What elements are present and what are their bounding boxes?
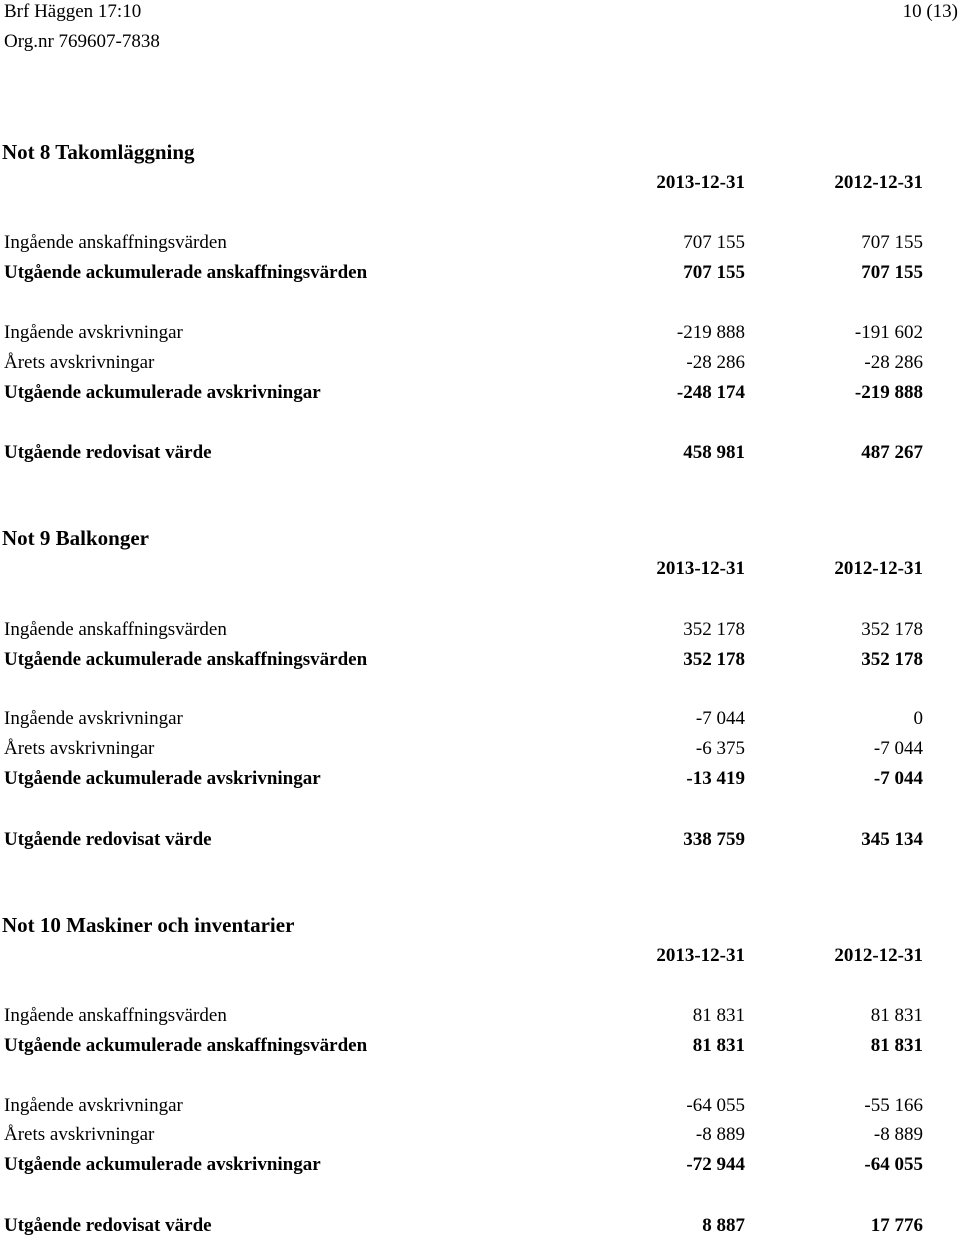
value-2012: -28 286: [864, 352, 923, 373]
row-label: Ingående anskaffningsvärden: [4, 232, 227, 253]
table-row: [0, 766, 960, 792]
value-2013: -7 044: [695, 708, 745, 729]
value-2012: -55 166: [864, 1095, 923, 1116]
column-date-2012: 2012-12-31: [834, 945, 923, 966]
row-label: Utgående ackumulerade anskaffningsvärden: [4, 262, 368, 283]
row-label: Ingående avskrivningar: [4, 1095, 183, 1116]
note-8-title: Not 8 Takomläggning: [2, 140, 195, 164]
note-10-column-header: [0, 943, 960, 969]
value-2013: -64 055: [686, 1095, 745, 1116]
org-name: Brf Häggen 17:10: [4, 1, 142, 22]
value-2013: -8 889: [695, 1124, 745, 1145]
row-label: Årets avskrivningar: [4, 738, 155, 759]
value-2012: -219 888: [854, 382, 923, 403]
table-row: [0, 1093, 960, 1119]
note-9-column-header: [0, 556, 960, 582]
row-label: Utgående ackumulerade anskaffningsvärden: [4, 1035, 368, 1056]
value-2013: -6 375: [695, 738, 745, 759]
table-row: [0, 260, 960, 286]
table-row: [0, 617, 960, 643]
row-label: Ingående anskaffningsvärden: [4, 619, 227, 640]
value-2013: 338 759: [683, 829, 745, 850]
value-2012: -191 602: [854, 322, 923, 343]
value-2012: 0: [913, 708, 923, 729]
value-2013: 707 155: [683, 262, 745, 283]
table-row: [0, 1003, 960, 1029]
note-8-column-header: [0, 170, 960, 196]
table-row: [0, 706, 960, 732]
value-2012: -7 044: [873, 768, 923, 789]
row-label: Utgående redovisat värde: [4, 442, 212, 463]
row-label: Ingående avskrivningar: [4, 322, 183, 343]
table-row: [0, 647, 960, 673]
value-2013: 352 178: [683, 619, 745, 640]
value-2012: 81 831: [870, 1005, 923, 1026]
column-date-2013: 2013-12-31: [656, 558, 745, 579]
value-2013: 707 155: [683, 232, 745, 253]
table-row: [0, 1122, 960, 1148]
row-label: Utgående redovisat värde: [4, 829, 212, 850]
column-date-2013: 2013-12-31: [656, 172, 745, 193]
value-2012: 81 831: [870, 1035, 923, 1056]
row-label: Utgående ackumulerade avskrivningar: [4, 768, 321, 789]
value-2013: -28 286: [686, 352, 745, 373]
org-number: Org.nr 769607-7838: [4, 31, 160, 52]
value-2012: -64 055: [864, 1154, 923, 1175]
value-2013: 352 178: [683, 649, 745, 670]
table-row: [0, 350, 960, 376]
table-row: [0, 440, 960, 466]
table-row: [0, 1152, 960, 1178]
table-row: [0, 230, 960, 256]
row-label: Årets avskrivningar: [4, 352, 155, 373]
value-2012: 17 776: [870, 1215, 923, 1236]
page-number: 10 (13): [902, 1, 958, 22]
value-2012: 487 267: [861, 442, 923, 463]
row-label: Ingående avskrivningar: [4, 708, 183, 729]
value-2013: 81 831: [692, 1005, 745, 1026]
column-date-2012: 2012-12-31: [834, 172, 923, 193]
value-2012: 352 178: [861, 649, 923, 670]
table-row: [0, 1213, 960, 1239]
column-date-2013: 2013-12-31: [656, 945, 745, 966]
value-2012: 707 155: [861, 232, 923, 253]
table-row: [0, 1033, 960, 1059]
value-2012: -8 889: [873, 1124, 923, 1145]
row-label: Årets avskrivningar: [4, 1124, 155, 1145]
value-2013: 8 887: [702, 1215, 745, 1236]
note-10-title: Not 10 Maskiner och inventarier: [2, 913, 295, 937]
column-date-2012: 2012-12-31: [834, 558, 923, 579]
value-2013: -219 888: [676, 322, 745, 343]
value-2012: 352 178: [861, 619, 923, 640]
table-row: [0, 736, 960, 762]
table-row: [0, 320, 960, 346]
row-label: Utgående redovisat värde: [4, 1215, 212, 1236]
value-2012: 707 155: [861, 262, 923, 283]
value-2013: 81 831: [692, 1035, 745, 1056]
table-row: [0, 380, 960, 406]
note-9-title: Not 9 Balkonger: [2, 526, 149, 550]
row-label: Utgående ackumulerade avskrivningar: [4, 1154, 321, 1175]
value-2013: -13 419: [686, 768, 745, 789]
value-2013: -248 174: [676, 382, 745, 403]
value-2013: -72 944: [686, 1154, 745, 1175]
value-2012: -7 044: [873, 738, 923, 759]
row-label: Ingående anskaffningsvärden: [4, 1005, 227, 1026]
value-2013: 458 981: [683, 442, 745, 463]
row-label: Utgående ackumulerade anskaffningsvärden: [4, 649, 368, 670]
value-2012: 345 134: [861, 829, 923, 850]
row-label: Utgående ackumulerade avskrivningar: [4, 382, 321, 403]
table-row: [0, 827, 960, 853]
